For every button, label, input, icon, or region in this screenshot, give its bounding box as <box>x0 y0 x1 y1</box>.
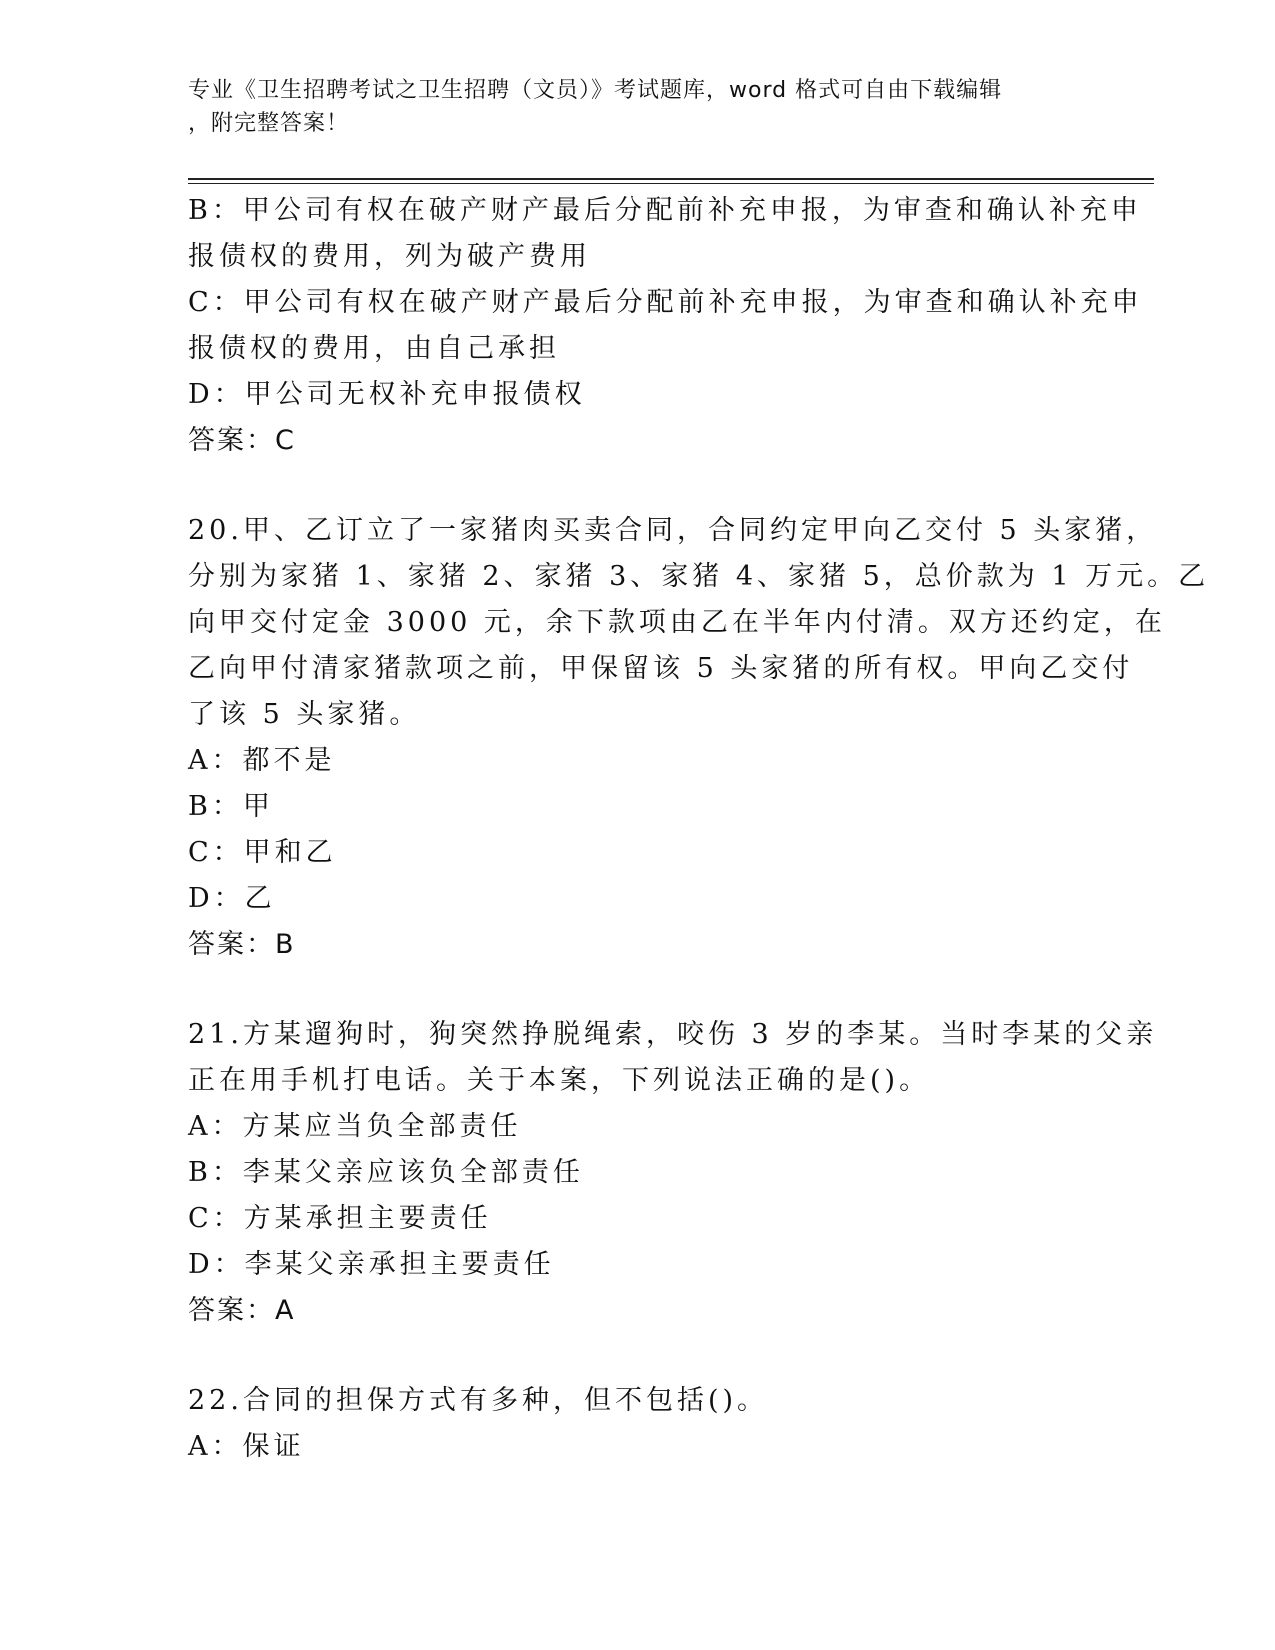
spacer <box>188 1334 1088 1378</box>
question-20-line-1: 20.甲、乙订立了一家猪肉买卖合同，合同约定甲向乙交付 5 头家猪， <box>188 515 1158 546</box>
header-line-2: ，附完整答案！ <box>188 111 350 136</box>
document-body <box>188 188 1210 1470</box>
answer-19: 答案：C <box>188 425 296 456</box>
document-header <box>188 74 1068 140</box>
option-b-line-2: 报债权的费用，列为破产费用 <box>188 241 591 272</box>
question-20-line-4: 乙向甲付清家猪款项之前，甲保留该 5 头家猪的所有权。甲向乙交付 <box>188 653 1134 684</box>
answer-20: 答案：B <box>188 929 296 960</box>
question-20-option-d: D：乙 <box>188 883 276 914</box>
question-20-line-2: 分别为家猪 1、家猪 2、家猪 3、家猪 4、家猪 5，总价款为 1 万元。乙 <box>188 561 1210 592</box>
answer-21: 答案：A <box>188 1295 296 1326</box>
question-20-option-a: A：都不是 <box>188 745 336 776</box>
question-22-option-a: A：保证 <box>188 1431 305 1462</box>
question-20-option-b: B：甲 <box>188 791 274 822</box>
option-d: D：甲公司无权补充申报债权 <box>188 379 586 410</box>
option-c-line-1: C：甲公司有权在破产财产最后分配前补充申报，为审查和确认补充申 <box>188 287 1143 318</box>
question-20-option-c: C：甲和乙 <box>188 837 337 868</box>
header-rule-thin <box>188 183 1154 184</box>
question-21-option-d: D：李某父亲承担主要责任 <box>188 1249 555 1280</box>
question-21-option-c: C：方某承担主要责任 <box>188 1203 492 1234</box>
question-21-line-2: 正在用手机打电话。关于本案，下列说法正确的是()。 <box>188 1065 931 1096</box>
header-line-1: 专业《卫生招聘考试之卫生招聘（文员）》考试题库，word 格式可自由下载编辑 <box>188 78 1003 103</box>
question-21-line-1: 21.方某遛狗时，狗突然挣脱绳索，咬伤 3 岁的李某。当时李某的父亲 <box>188 1019 1158 1050</box>
spacer <box>188 464 1088 508</box>
option-b-line-1: B：甲公司有权在破产财产最后分配前补充申报，为审查和确认补充申 <box>188 195 1142 226</box>
option-c-line-2: 报债权的费用，由自己承担 <box>188 333 560 364</box>
spacer <box>188 968 1088 1012</box>
question-21-option-a: A：方某应当负全部责任 <box>188 1111 522 1142</box>
header-rule-thick <box>188 178 1154 180</box>
question-20-line-5: 了该 5 头家猪。 <box>188 699 421 730</box>
question-20-line-3: 向甲交付定金 3000 元，余下款项由乙在半年内付清。双方还约定，在 <box>188 607 1166 638</box>
question-21-option-b: B：李某父亲应该负全部责任 <box>188 1157 584 1188</box>
question-22-line-1: 22.合同的担保方式有多种，但不包括()。 <box>188 1385 769 1416</box>
